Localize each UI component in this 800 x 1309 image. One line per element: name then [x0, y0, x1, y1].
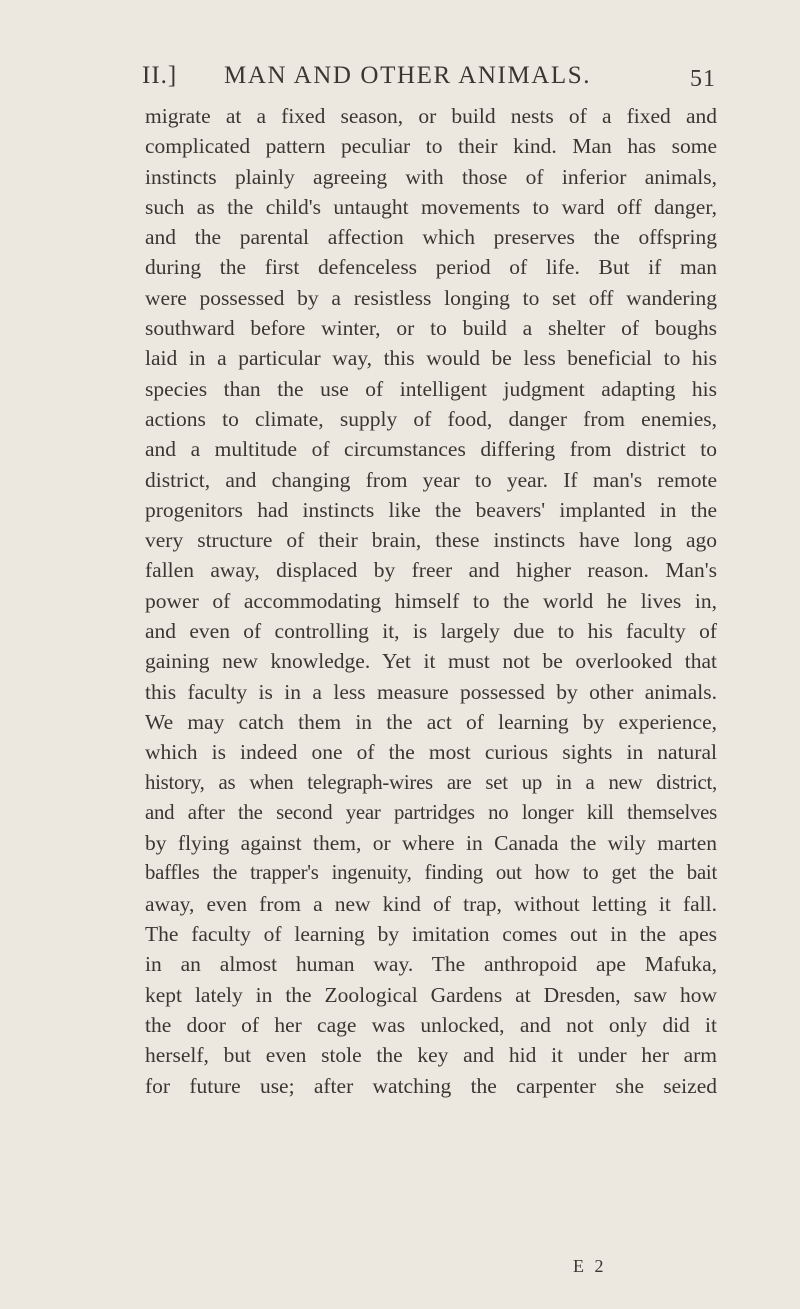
text-line: and a multitude of circumstances differing from district to	[145, 437, 717, 462]
text-line: away, even from a new kind of trap, without letting it fall.	[145, 891, 717, 916]
text-line: actions to climate, supply of food, danger from enemies,	[145, 406, 717, 431]
text-line: by flying against them, or where in Canada the wily marten	[145, 831, 717, 856]
text-line: the door of her cage was unlocked, and not only did it	[145, 1012, 717, 1037]
text-line: fallen away, displaced by freer and higher reason. Man's	[145, 558, 717, 583]
text-line: instincts plainly agreeing with those of inferior animals,	[145, 164, 717, 189]
text-line: complicated pattern peculiar to their kind. Man has some	[145, 134, 717, 159]
text-line: and even of controlling it, is largely due to his faculty of	[145, 619, 717, 644]
text-line: during the first defenceless period of life. But if man	[145, 255, 717, 280]
text-line: this faculty is in a less measure possessed by other animals.	[145, 679, 717, 704]
chapter-number: II.]	[142, 62, 178, 89]
running-title: MAN AND OTHER ANIMALS.	[224, 62, 592, 89]
text-line: district, and changing from year to year. If man's remote	[145, 467, 717, 492]
text-line: for future use; after watching the carpenter she seized	[145, 1073, 717, 1098]
signature-mark: E 2	[573, 1256, 607, 1276]
text-line: very structure of their brain, these instincts have long ago	[145, 528, 717, 553]
text-line: baffles the trapper's ingenuity, finding out how to get the bait	[145, 861, 717, 885]
text-line: history, as when telegraph-wires are set up in a new district,	[145, 770, 717, 794]
text-line: The faculty of learning by imitation comes out in the apes	[145, 922, 717, 947]
text-line: power of accommodating himself to the world he lives in,	[145, 588, 717, 613]
text-line: and the parental affection which preserves the offspring	[145, 225, 717, 250]
text-line: progenitors had instincts like the beavers' implanted in the	[145, 497, 717, 522]
text-line: which is indeed one of the most curious sights in natural	[145, 740, 717, 765]
text-line: in an almost human way. The anthropoid ape Mafuka,	[145, 952, 717, 977]
text-line: gaining new knowledge. Yet it must not be overlooked that	[145, 649, 717, 674]
running-header	[142, 56, 716, 96]
text-line: were possessed by a resistless longing to set off wandering	[145, 285, 717, 310]
text-line: migrate at a fixed season, or build nests of a fixed and	[145, 104, 717, 128]
page-number: 51	[690, 66, 716, 92]
text-line: kept lately in the Zoological Gardens at Dresden, saw how	[145, 982, 717, 1007]
text-line: herself, but even stole the key and hid it under her arm	[145, 1043, 717, 1068]
text-line: such as the child's untaught movements to ward off danger,	[145, 194, 717, 219]
text-line: southward before winter, or to build a shelter of boughs	[145, 316, 717, 341]
text-line: We may catch them in the act of learning by experience,	[145, 709, 717, 734]
text-line: species than the use of intelligent judgment adapting his	[145, 376, 717, 401]
text-line: laid in a particular way, this would be less beneficial to his	[145, 346, 717, 371]
body-text	[145, 101, 717, 1101]
text-line: and after the second year partridges no longer kill themselves	[145, 800, 717, 824]
